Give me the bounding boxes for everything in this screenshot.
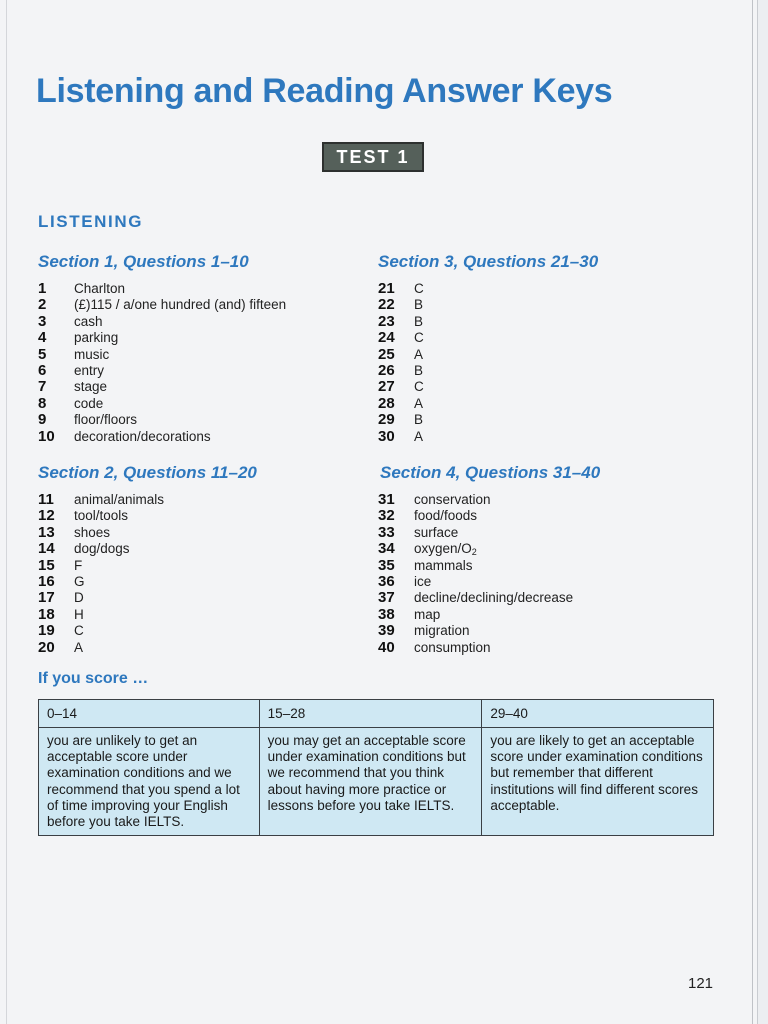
question-number: 25: [378, 345, 395, 363]
answer-text: stage: [74, 379, 108, 395]
answer-item: [38, 540, 164, 556]
question-number: 21: [378, 280, 395, 297]
answer-text: tool/tools: [74, 508, 129, 524]
answer-item: [378, 313, 424, 329]
question-number: 23: [378, 312, 395, 330]
answer-text: C: [414, 281, 424, 296]
answer-item: [378, 573, 573, 589]
answer-item: [378, 378, 424, 394]
answer-text: animal/animals: [74, 492, 165, 507]
question-number: 4: [38, 329, 47, 347]
section-4-heading: Section 4, Questions 31–40: [380, 463, 601, 482]
answer-item: [378, 346, 424, 362]
question-number: 14: [38, 540, 55, 558]
question-number: 22: [378, 296, 395, 314]
answer-text: A: [414, 346, 424, 362]
score-range-cell: 15–28: [259, 700, 482, 728]
question-number: 38: [378, 605, 395, 623]
score-range-cell: 29–40: [482, 700, 714, 728]
score-description-cell: you are unlikely to get an acceptable score under examination conditions and we recommend that you spend a lot of time improving your English before you take IELTS.: [39, 728, 260, 836]
page-number: 121: [688, 975, 714, 992]
answer-text: consumption: [414, 639, 491, 655]
answer-text: H: [74, 606, 84, 622]
answer-item: [38, 524, 164, 540]
question-number: 40: [378, 638, 395, 656]
answer-item: [378, 507, 573, 523]
answer-text: conservation: [414, 492, 491, 507]
answer-text: decoration/decorations: [74, 428, 211, 444]
answer-item: [378, 524, 573, 540]
answer-text: (£)115 / a/one hundred (and) fifteen: [74, 297, 287, 313]
question-number: 24: [378, 329, 395, 347]
answer-text: mammals: [414, 557, 473, 573]
answer-item: [38, 606, 164, 622]
answer-item: [38, 589, 164, 605]
question-number: 7: [38, 378, 47, 396]
answer-item: [38, 428, 286, 444]
answer-item: [378, 395, 424, 411]
page-left-edge: [6, 0, 7, 1024]
question-number: 13: [38, 523, 55, 541]
question-number: 35: [378, 556, 395, 574]
section-2-answers: [38, 491, 164, 655]
answer-text: B: [414, 313, 424, 329]
answer-text: A: [414, 395, 424, 411]
answer-item: [378, 589, 573, 605]
answer-text: ice: [414, 573, 432, 589]
answer-item: [38, 346, 286, 362]
question-number: 2: [38, 296, 47, 314]
score-descriptions-row: [39, 728, 714, 836]
test-badge: TEST 1: [322, 142, 424, 172]
answer-text: B: [414, 362, 424, 378]
answer-text: food/foods: [414, 508, 478, 524]
question-number: 15: [38, 556, 55, 574]
answer-item: [378, 411, 424, 427]
section-1-answers: [38, 280, 286, 444]
question-number: 26: [378, 361, 395, 379]
question-number: 17: [38, 589, 55, 607]
question-number: 18: [38, 605, 55, 623]
answer-text: B: [414, 297, 424, 313]
answer-subscript: 2: [471, 547, 477, 558]
answer-text: A: [74, 639, 84, 655]
answer-text: C: [74, 623, 84, 639]
answer-item: [38, 280, 286, 296]
section-3-heading: Section 3, Questions 21–30: [378, 252, 599, 271]
answer-text: code: [74, 395, 104, 411]
answer-item: [378, 622, 573, 638]
question-number: 10: [38, 427, 55, 445]
score-ranges-row: [39, 700, 714, 728]
answer-item: [378, 491, 573, 507]
question-number: 11: [38, 491, 54, 508]
answer-item: [38, 573, 164, 589]
answer-text: Charlton: [74, 281, 126, 296]
answer-text: parking: [74, 330, 119, 346]
answer-item: [38, 395, 286, 411]
answer-text: dog/dogs: [74, 541, 130, 557]
question-number: 30: [378, 427, 395, 445]
answer-item: [378, 296, 424, 312]
question-number: 39: [378, 622, 395, 640]
answer-item: [38, 557, 164, 573]
question-number: 6: [38, 361, 47, 379]
question-number: 29: [378, 411, 395, 429]
section-2-heading: Section 2, Questions 11–20: [38, 463, 257, 482]
question-number: 37: [378, 589, 395, 607]
answer-item: [378, 540, 573, 556]
score-heading: If you score …: [38, 670, 149, 687]
answer-item: [378, 362, 424, 378]
section-4-answers: [378, 491, 573, 655]
page-title: Listening and Reading Answer Keys: [36, 72, 613, 110]
answer-item: [38, 296, 286, 312]
answer-text: shoes: [74, 524, 111, 540]
answer-item: [38, 362, 286, 378]
answer-text: surface: [414, 524, 459, 540]
answer-text: C: [414, 330, 424, 346]
question-number: 1: [38, 280, 47, 297]
answer-text: entry: [74, 362, 105, 378]
answer-text: music: [74, 346, 110, 362]
answer-item: [38, 329, 286, 345]
answer-text: G: [74, 573, 85, 589]
answer-text: cash: [74, 313, 103, 329]
answer-item: [38, 411, 286, 427]
question-number: 9: [38, 411, 47, 429]
section-1-heading: Section 1, Questions 1–10: [38, 252, 249, 271]
question-number: 36: [378, 572, 395, 590]
answer-item: [378, 280, 424, 296]
question-number: 3: [38, 312, 47, 330]
answer-text: D: [74, 590, 84, 606]
score-description-cell: you are likely to get an acceptable score under examination conditions but remember that different institutions will find different scores acceptable.: [482, 728, 714, 836]
question-number: 5: [38, 345, 47, 363]
answer-item: [378, 428, 424, 444]
question-number: 16: [38, 572, 55, 590]
answer-item: [38, 491, 164, 507]
question-number: 8: [38, 394, 47, 412]
answer-item: [38, 378, 286, 394]
answer-item: [38, 639, 164, 655]
question-number: 34: [378, 540, 395, 558]
answer-item: [378, 606, 573, 622]
answer-item: [378, 557, 573, 573]
question-number: 28: [378, 394, 395, 412]
answer-text: map: [414, 606, 441, 622]
score-description-cell: you may get an acceptable score under examination conditions but we recommend that you think about having more practice or lessons before you take IELTS.: [259, 728, 482, 836]
answer-text: A: [414, 428, 424, 444]
question-number: 32: [378, 507, 395, 525]
answer-text: oxygen/$O_2$: [414, 541, 477, 558]
answer-item: [378, 329, 424, 345]
question-number: 20: [38, 638, 55, 656]
question-number: 19: [38, 622, 55, 640]
question-number: 31: [378, 491, 395, 508]
question-number: 27: [378, 378, 395, 396]
section-3-answers: [378, 280, 424, 444]
answer-item: [38, 313, 286, 329]
question-number: 33: [378, 523, 395, 541]
answer-item: [38, 507, 164, 523]
answer-text: floor/floors: [74, 412, 138, 428]
answer-text: decline/declining/decrease: [414, 590, 574, 606]
question-number: 12: [38, 507, 55, 525]
answer-item: [38, 622, 164, 638]
answer-item: [378, 639, 573, 655]
answer-text: B: [414, 412, 424, 428]
answer-text: migration: [414, 623, 470, 639]
score-range-cell: 0–14: [39, 700, 260, 728]
score-table: [38, 699, 714, 836]
page-right-edge: [752, 0, 753, 1024]
answer-text: C: [414, 379, 424, 395]
listening-heading: LISTENING: [38, 212, 144, 231]
answer-text: F: [74, 557, 83, 573]
